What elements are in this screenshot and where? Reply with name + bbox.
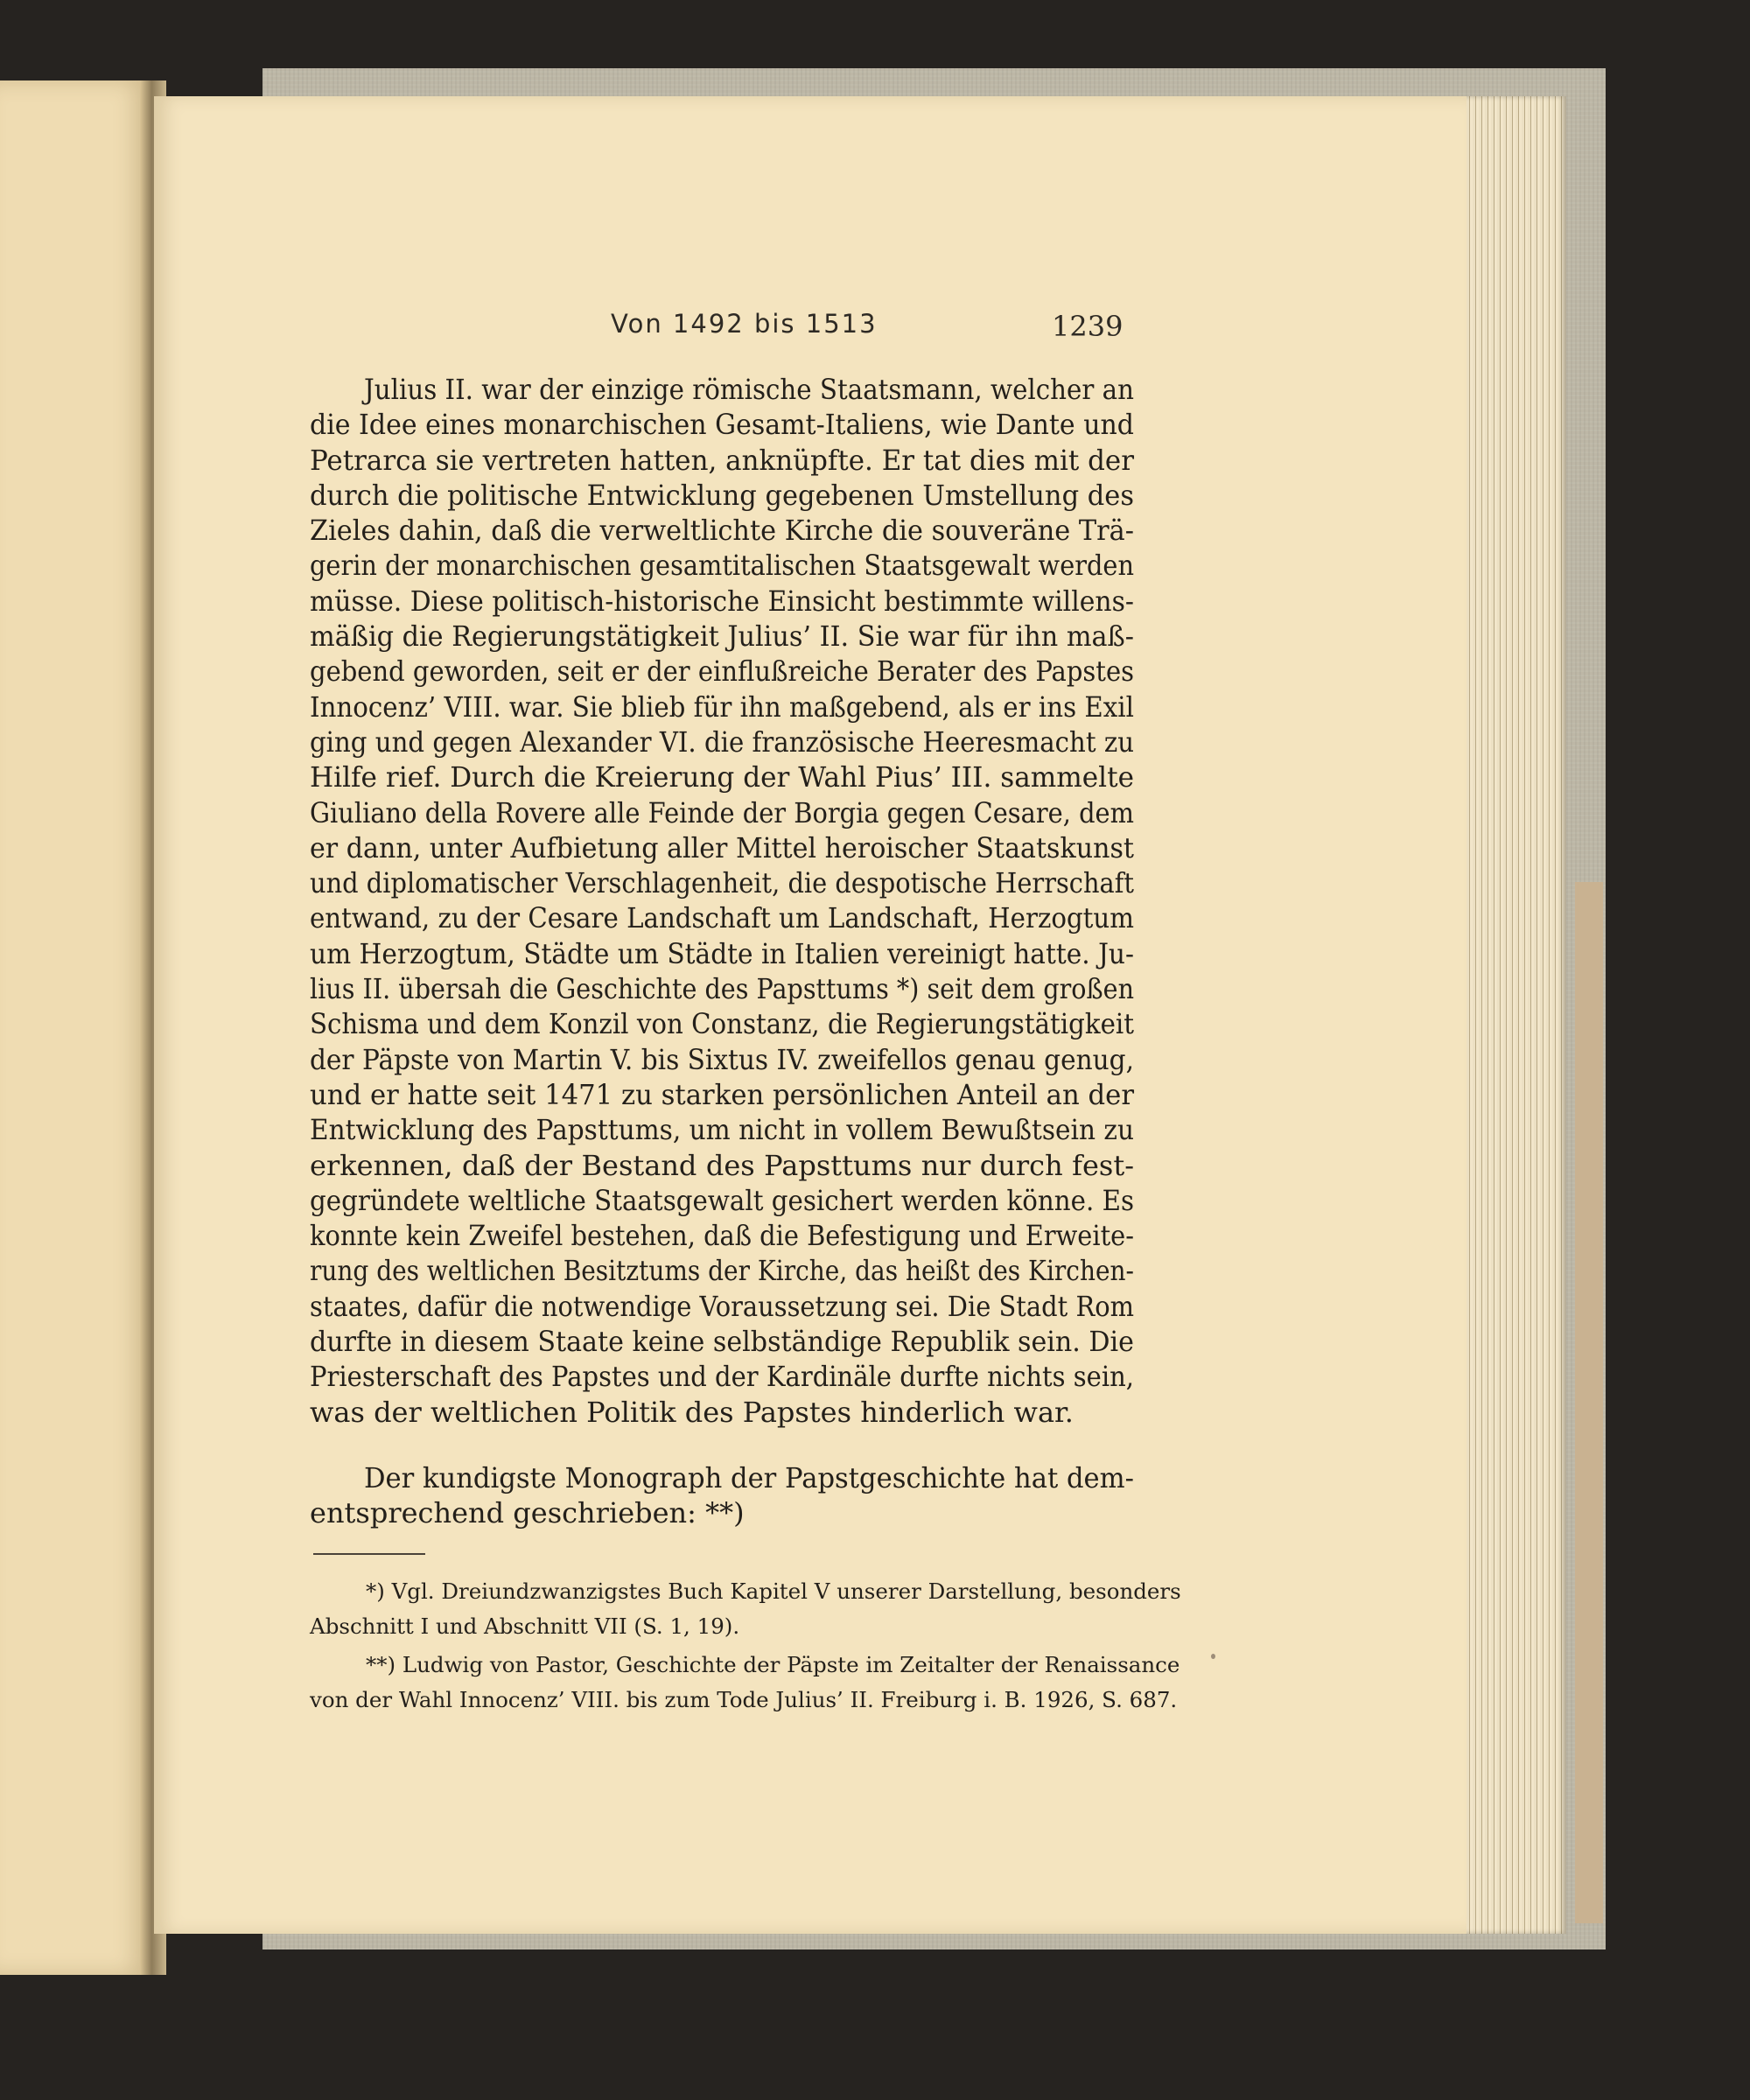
text-line: staates, dafür die notwendige Voraussetzung sei. Die Stadt Rom xyxy=(310,1289,1134,1323)
text-line: durfte in diesem Staate keine selbständige Republik sein. Die xyxy=(310,1325,1134,1359)
text-line: Entwicklung des Papsttums, um nicht in vollem Bewußtsein zu xyxy=(310,1113,1134,1147)
paragraph-2 xyxy=(310,1460,1134,1531)
footnote-1-line: Abschnitt I und Abschnitt VII (S. 1, 19). xyxy=(310,1614,740,1639)
text-line: mäßig die Regierungstätigkeit Julius’ II. Sie war für ihn maß- xyxy=(310,620,1134,654)
text-line: erkennen, daß der Bestand des Papsttums nur durch fest- xyxy=(310,1148,1134,1182)
text-line: die Idee eines monarchischen Gesamt-Italiens, wie Dante und xyxy=(310,408,1134,442)
text-line: entwand, zu der Cesare Landschaft um Landschaft, Herzogtum xyxy=(310,901,1134,935)
running-head xyxy=(154,302,1466,354)
text-line: durch die politische Entwicklung gegebenen Umstellung des xyxy=(310,478,1134,512)
text-line: gegründete weltliche Staatsgewalt gesichert werden könne. Es xyxy=(310,1183,1134,1217)
left-page-edge xyxy=(0,80,150,1975)
text-line: ging und gegen Alexander VI. die französische Heeresmacht zu xyxy=(310,724,1134,759)
text-line: gebend geworden, seit er der einflußreiche Berater des Papstes xyxy=(310,654,1134,689)
text-line: Petrarca sie vertreten hatten, anknüpfte. Er tat dies mit der xyxy=(310,443,1134,477)
text-line: und er hatte seit 1471 zu starken persönlichen Anteil an der xyxy=(310,1077,1134,1111)
footnotes xyxy=(310,1575,1181,1718)
text-line: Giuliano della Rovere alle Feinde der Borgia gegen Cesare, dem xyxy=(310,795,1134,830)
footnote-rule xyxy=(313,1553,425,1555)
text-line: konnte kein Zweifel bestehen, daß die Befestigung und Erweite- xyxy=(310,1219,1134,1253)
page-number: 1239 xyxy=(1052,310,1124,343)
text-line: Innocenz’ VIII. war. Sie blieb für ihn maßgebend, als er ins Exil xyxy=(310,690,1134,724)
text-line: Schisma und dem Konzil von Constanz, die Regierungstätigkeit xyxy=(310,1007,1134,1041)
text-line: er dann, unter Aufbietung aller Mittel heroischer Staatskunst xyxy=(310,830,1134,864)
text-line: Julius II. war der einzige römische Staatsmann, welcher an xyxy=(364,373,1134,406)
text-line: was der weltlichen Politik des Papstes hinderlich war. xyxy=(310,1395,1074,1429)
text-line: der Päpste von Martin V. bis Sixtus IV. zweifellos genau genug, xyxy=(310,1042,1134,1076)
bookmark-ribbon xyxy=(1575,882,1603,1923)
paper-speck xyxy=(1211,1654,1215,1659)
text-line: und diplomatischer Verschlagenheit, die despotische Herrschaft xyxy=(310,866,1134,900)
footnote-1-line: *) Vgl. Dreiundzwanzigstes Buch Kapitel V unserer Darstellung, besonders xyxy=(366,1578,1181,1604)
running-title: Von 1492 bis 1513 xyxy=(611,309,878,339)
text-line: Hilfe rief. Durch die Kreierung der Wahl Pius’ III. sammelte xyxy=(310,760,1134,794)
text-line: Der kundigste Monograph der Papstgeschichte hat dem- xyxy=(364,1461,1134,1494)
footnote-2-line: von der Wahl Innocenz’ VIII. bis zum Tode Julius’ II. Freiburg i. B. 1926, S. 687. xyxy=(310,1687,1178,1712)
text-line: lius II. übersah die Geschichte des Papsttums *) seit dem großen xyxy=(310,972,1134,1006)
text-line: rung des weltlichen Besitztums der Kirche, das heißt des Kirchen- xyxy=(310,1254,1134,1288)
footnote-2-line: **) Ludwig von Pastor, Geschichte der Päpste im Zeitalter der Renaissance xyxy=(366,1652,1180,1677)
text-line: Zieles dahin, daß die verweltlichte Kirche die souveräne Trä- xyxy=(310,514,1134,548)
text-line: müsse. Diese politisch-historische Einsicht bestimmte willens- xyxy=(310,584,1134,618)
text-line: um Herzogtum, Städte um Städte in Italien vereinigt hatte. Ju- xyxy=(310,936,1134,970)
text-line: gerin der monarchischen gesamtitalischen Staatsgewalt werden xyxy=(310,549,1134,583)
text-line: entsprechend geschrieben: **) xyxy=(310,1496,745,1530)
paragraph-1 xyxy=(310,372,1134,1430)
text-line: Priesterschaft des Papstes und der Kardinäle durfte nichts sein, xyxy=(310,1360,1134,1394)
